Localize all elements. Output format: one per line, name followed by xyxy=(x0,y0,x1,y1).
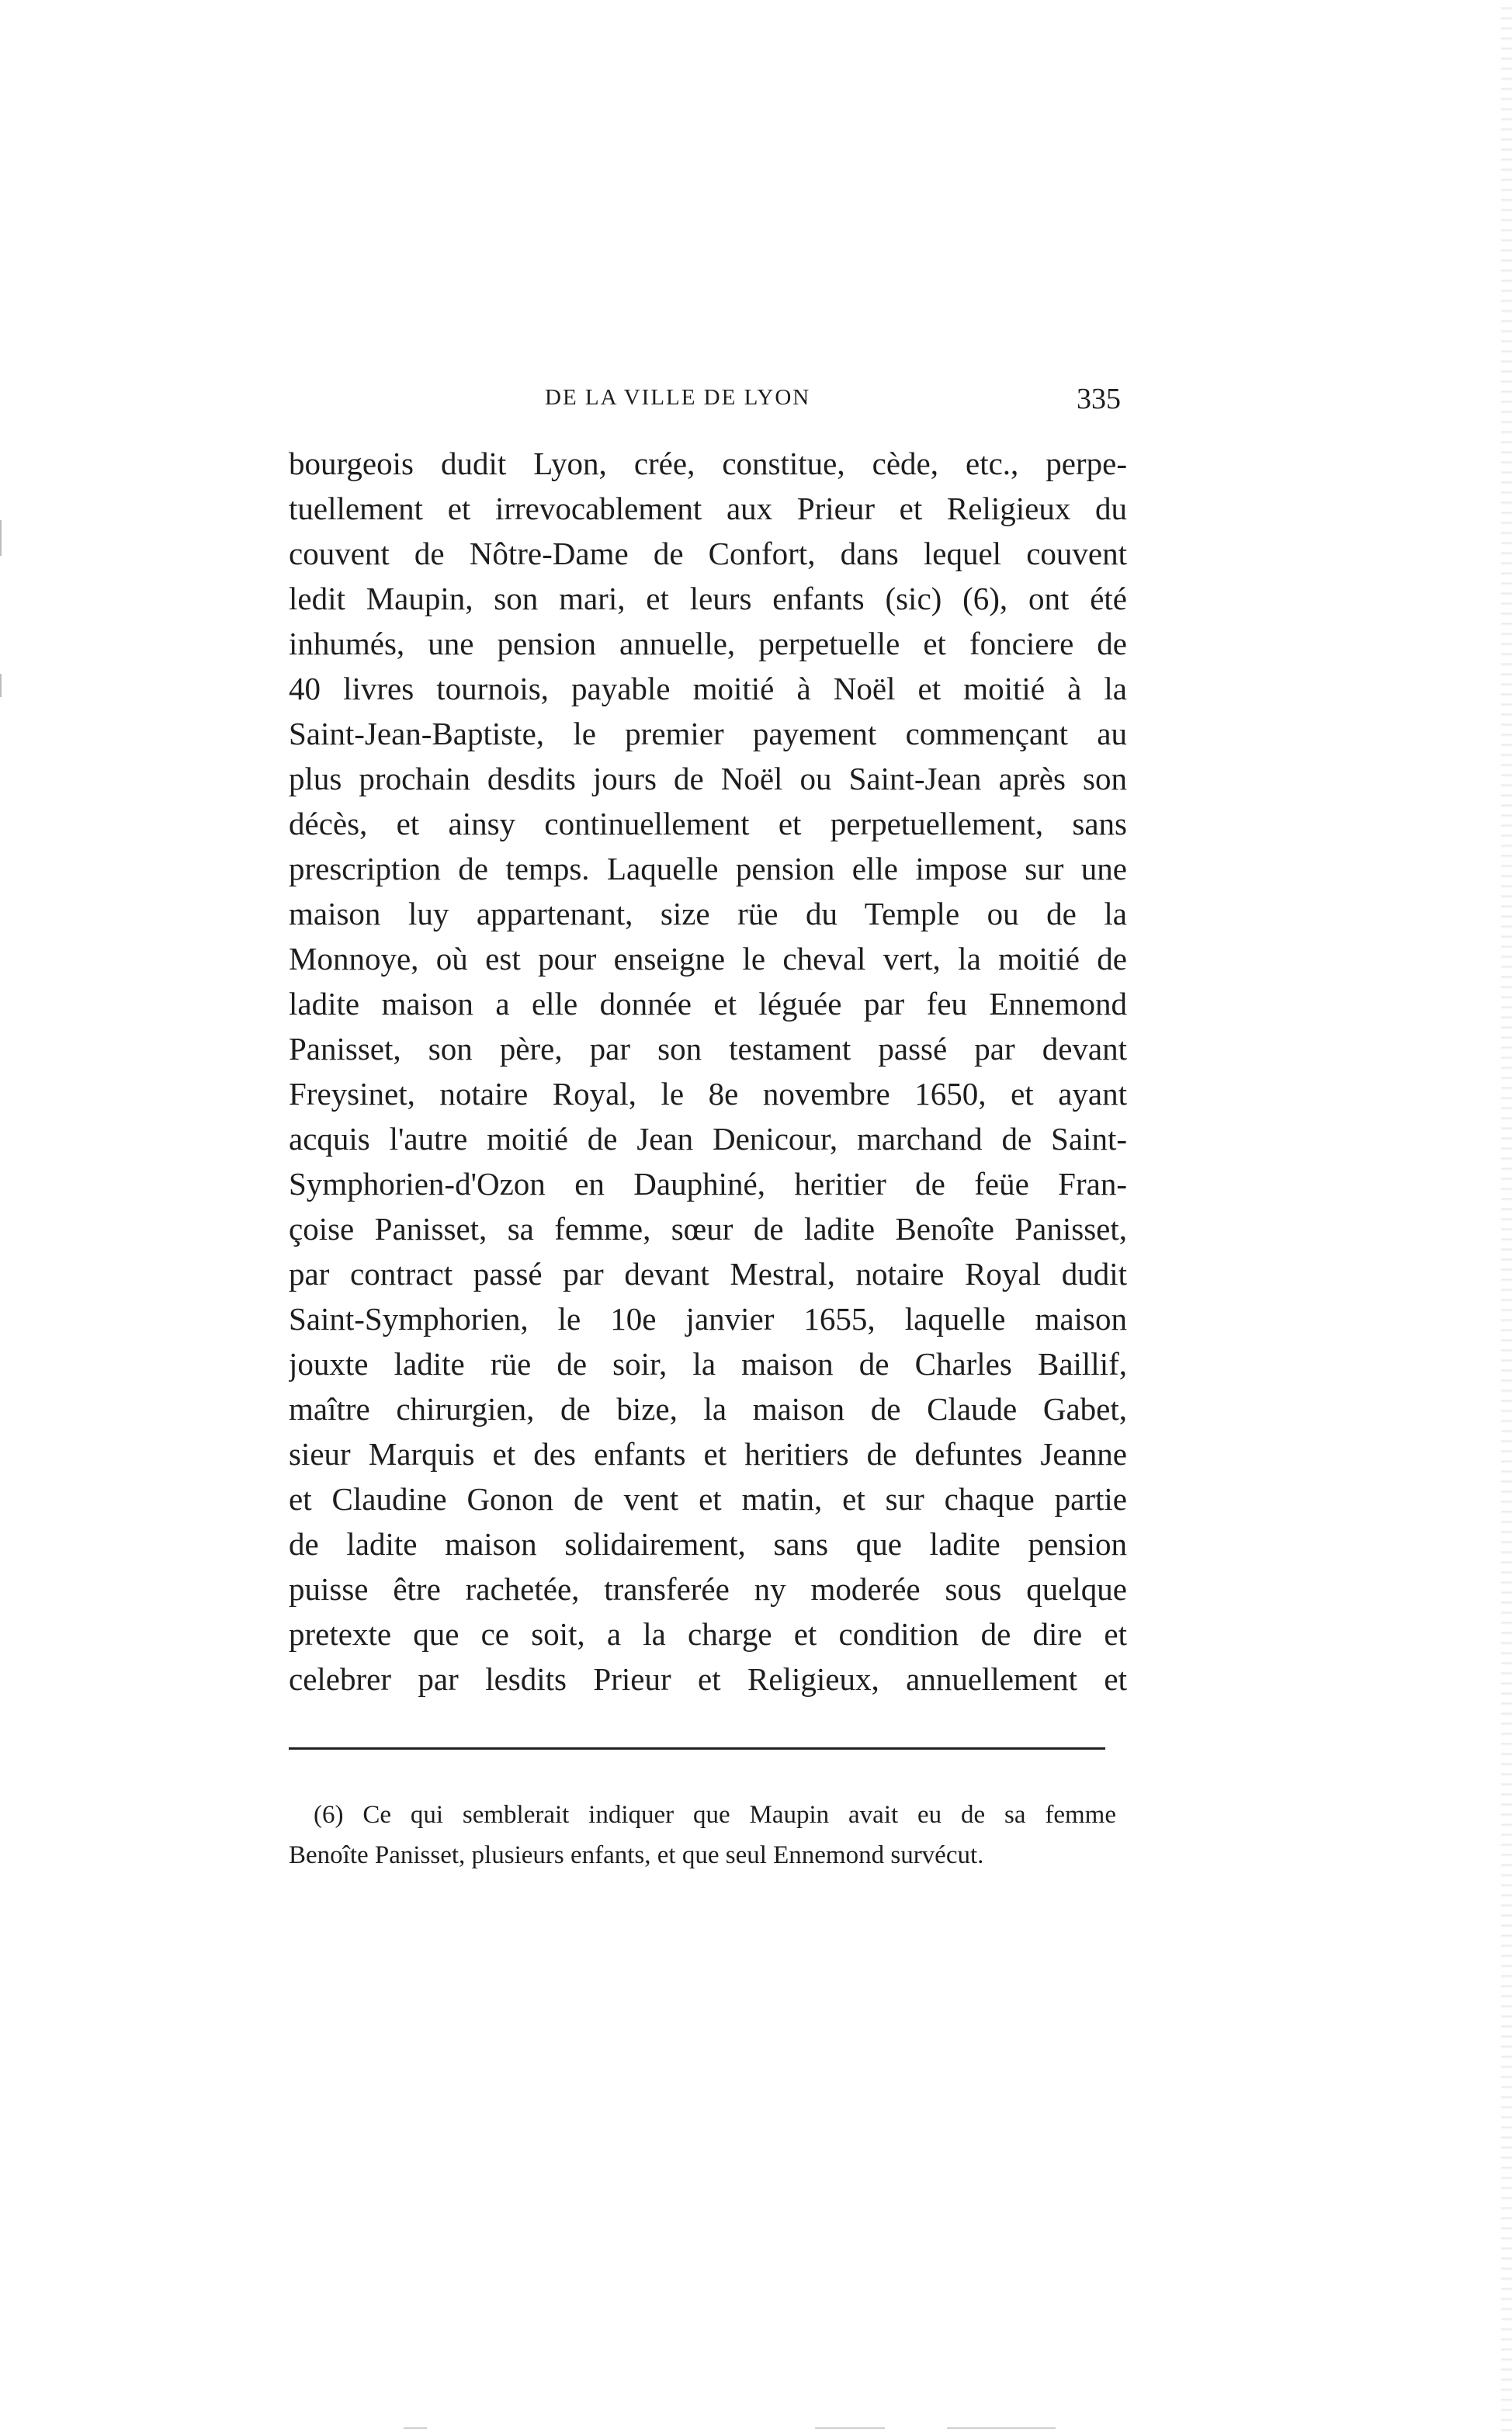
page-number: 335 xyxy=(1077,383,1121,415)
text-line: bourgeois dudit Lyon, crée, constitue, cède, etc., perpe- xyxy=(289,446,1127,481)
scan-margin-mark xyxy=(0,520,2,556)
footnote-line: Benoîte Panisset, plusieurs enfants, et que seul Ennemond survécut. xyxy=(289,1841,984,1869)
footnote-separator xyxy=(289,1747,1105,1750)
text-line: Saint-Symphorien, le 10e janvier 1655, laquelle maison xyxy=(289,1301,1127,1337)
footnote-line: (6) Ce qui semblerait indiquer que Maupin avait eu de sa femme xyxy=(314,1801,1116,1829)
scan-bottom-mark xyxy=(815,2427,885,2429)
text-line: puisse être rachetée, transferée ny moderée sous quelque xyxy=(289,1571,1127,1607)
text-line: et Claudine Gonon de vent et matin, et sur chaque partie xyxy=(289,1481,1127,1517)
text-line: prescription de temps. Laquelle pension elle impose sur une xyxy=(289,851,1127,886)
text-line: çoise Panisset, sa femme, sœur de ladite Benoîte Panisset, xyxy=(289,1211,1127,1247)
scan-bottom-mark xyxy=(404,2427,427,2429)
text-line: ledit Maupin, son mari, et leurs enfants (sic) (6), ont été xyxy=(289,581,1127,616)
text-line: maître chirurgien, de bize, la maison de Claude Gabet, xyxy=(289,1391,1127,1427)
text-line: inhumés, une pension annuelle, perpetuelle et fonciere de xyxy=(289,626,1127,661)
text-line: tuellement et irrevocablement aux Prieur et Religieux du xyxy=(289,491,1127,526)
body-text xyxy=(289,441,1127,1702)
text-line: acquis l'autre moitié de Jean Denicour, marchand de Saint- xyxy=(289,1121,1127,1157)
scan-edge-noise xyxy=(1501,0,1512,2432)
text-line: maison luy appartenant, size rüe du Temple ou de la xyxy=(289,896,1127,932)
text-line: couvent de Nôtre-Dame de Confort, dans lequel couvent xyxy=(289,536,1127,571)
page-header xyxy=(289,382,1127,421)
text-line: Saint-Jean-Baptiste, le premier payement commençant au xyxy=(289,716,1127,751)
running-title: DE LA VILLE DE LYON xyxy=(545,385,811,410)
text-line: Monnoye, où est pour enseigne le cheval vert, la moitié de xyxy=(289,941,1127,977)
text-line: pretexte que ce soit, a la charge et condition de dire et xyxy=(289,1616,1127,1652)
text-line: 40 livres tournois, payable moitié à Noël et moitié à la xyxy=(289,671,1127,706)
text-line: plus prochain desdits jours de Noël ou Saint-Jean après son xyxy=(289,761,1127,796)
footnotes xyxy=(289,1795,1116,1875)
text-line: sieur Marquis et des enfants et heritiers de defuntes Jeanne xyxy=(289,1436,1127,1472)
scan-bottom-mark xyxy=(947,2427,1056,2429)
text-line: Symphorien-d'Ozon en Dauphiné, heritier de feüe Fran- xyxy=(289,1166,1127,1202)
scan-margin-mark xyxy=(0,674,2,697)
text-line: Panisset, son père, par son testament passé par devant xyxy=(289,1031,1127,1067)
text-line: Freysinet, notaire Royal, le 8e novembre 1650, et ayant xyxy=(289,1076,1127,1112)
text-line: ladite maison a elle donnée et léguée par feu Ennemond xyxy=(289,986,1127,1022)
text-line: par contract passé par devant Mestral, notaire Royal dudit xyxy=(289,1256,1127,1292)
text-line: décès, et ainsy continuellement et perpetuellement, sans xyxy=(289,806,1127,841)
text-line: jouxte ladite rüe de soir, la maison de Charles Baillif, xyxy=(289,1346,1127,1382)
text-line: de ladite maison solidairement, sans que ladite pension xyxy=(289,1526,1127,1562)
text-line: celebrer par lesdits Prieur et Religieux, annuellement et xyxy=(289,1661,1127,1697)
